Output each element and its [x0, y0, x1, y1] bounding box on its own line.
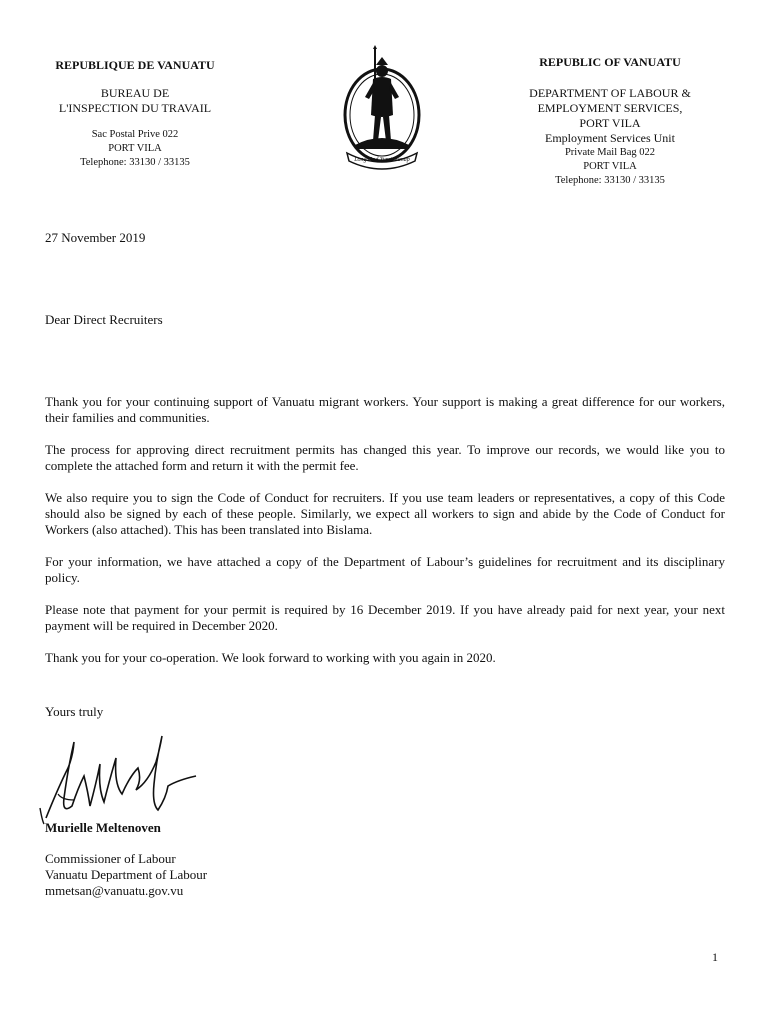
vanuatu-coat-of-arms-icon [337, 45, 427, 175]
header-left [30, 58, 240, 170]
paragraph: Thank you for your continuing support of Vanuatu migrant workers. Your support is making a great difference for our workers, their families and communities. [45, 394, 725, 425]
bureau-line1: BUREAU DE [100, 86, 170, 100]
page-number: 1 [712, 950, 718, 964]
paragraph: We also require you to sign the Code of Conduct for recruiters. If you use team leaders or representatives, a copy of this Code should also be signed by each of these people. Similarly, we expect all workers to sign and abide by the Code of Conduct for Workers (also attached). This has been translated into Bislama. [45, 490, 725, 537]
signatory-block [45, 851, 207, 899]
dept-line1: DEPARTMENT OF LABOUR & [529, 86, 691, 100]
signatory-email: mmetsan@vanuatu.gov.vu [45, 883, 184, 898]
signatory-name: Murielle Meltenoven [45, 820, 161, 835]
dept-line3: PORT VILA [579, 116, 641, 130]
republique-title: REPUBLIQUE DE VANUATU [55, 58, 215, 72]
crest-motto: Long God Yumi Stanap [354, 157, 410, 163]
unit-line: Employment Services Unit [545, 131, 675, 145]
dept-line2: EMPLOYMENT SERVICES, [537, 101, 683, 115]
left-address-line2: PORT VILA [108, 143, 162, 154]
republic-title: REPUBLIC OF VANUATU [539, 55, 681, 69]
paragraph: Please note that payment for your permit is required by 16 December 2019. If you have already paid for next year, your next payment will be required in December 2020. [45, 602, 725, 633]
signatory-org: Vanuatu Department of Labour [45, 867, 208, 882]
right-address-line1: Private Mail Bag 022 [564, 147, 656, 158]
paragraph: Thank you for your co-operation. We look forward to working with you again in 2020. [45, 650, 496, 665]
signatory-title: Commissioner of Labour [45, 851, 176, 866]
closing: Yours truly [45, 704, 104, 719]
letter-date: 27 November 2019 [45, 230, 146, 245]
left-address-line1: Sac Postal Prive 022 [91, 129, 179, 140]
paragraph: The process for approving direct recruitment permits has changed this year. To improve our records, we would like you to complete the attached form and return it with the permit fee. [45, 442, 725, 473]
paragraph: For your information, we have attached a copy of the Department of Labour’s guidelines for recruitment and its disciplinary policy. [45, 554, 725, 585]
right-telephone: Telephone: 33130 / 33135 [555, 175, 665, 186]
left-telephone: Telephone: 33130 / 33135 [80, 157, 190, 168]
letter-body [45, 394, 725, 682]
salutation: Dear Direct Recruiters [45, 312, 163, 327]
header-right [505, 55, 715, 188]
right-address-line2: PORT VILA [583, 161, 637, 172]
bureau-line2: L'INSPECTION DU TRAVAIL [58, 101, 212, 115]
